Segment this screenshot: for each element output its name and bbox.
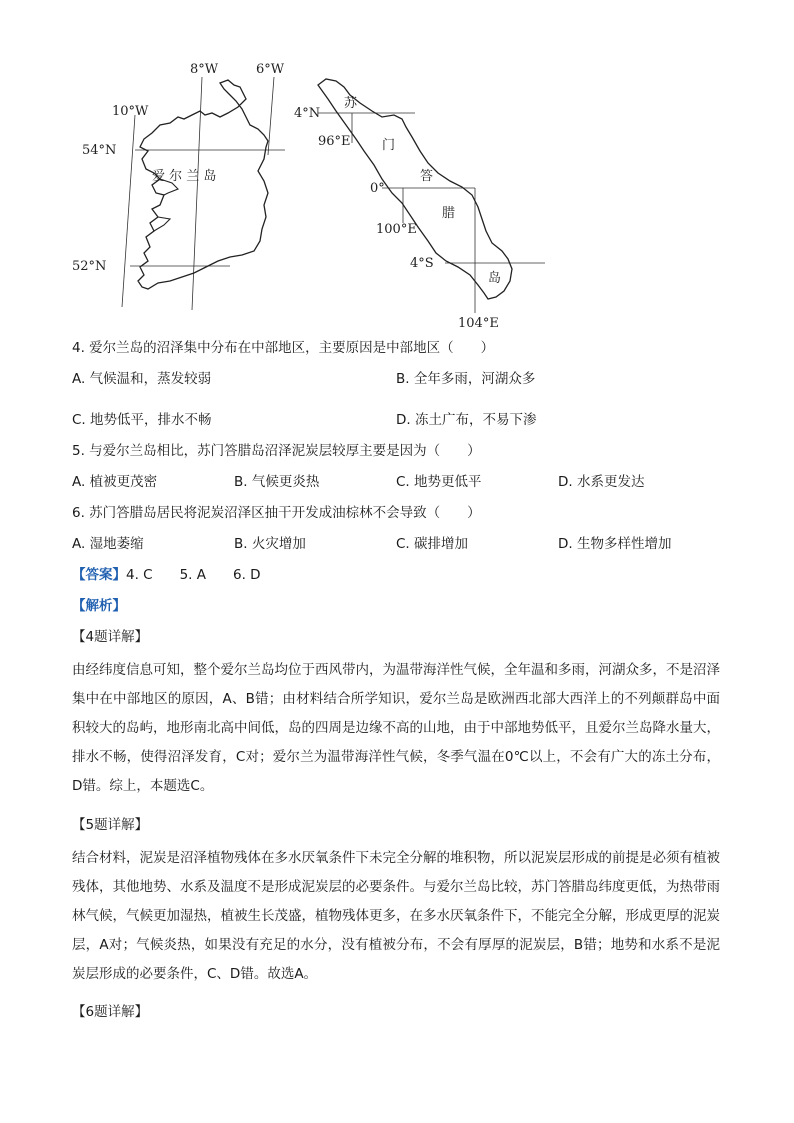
question-6-option-a: A. 湿地萎缩 — [72, 536, 144, 552]
detail-6-title: 【6题详解】 — [72, 1004, 149, 1020]
answer-label: 【答案】 — [72, 567, 126, 583]
answer-line — [72, 565, 261, 585]
question-4-option-c: C. 地势低平，排水不畅 — [72, 412, 212, 428]
detail-4-title: 【4题详解】 — [72, 629, 149, 645]
analysis-label: 【解析】 — [72, 598, 126, 614]
label-lon-104e: 104°E — [458, 316, 499, 331]
maps-figure — [60, 55, 560, 340]
detail-5-text: 结合材料，泥炭是沼泽植物残体在多水厌氧条件下未完全分解的堆积物，所以泥炭层形成的前提是必须有植被残体，其他地势、水系及温度不是形成泥炭层的必要条件。与爱尔兰岛比较，苏门答腊岛纬度更低，为热带雨林气候，气候更加湿热，植被生长茂盛，植物残体更多，在多水厌氧条件下，不能完全分解，形成更厚的泥炭层，A对；气候炎热，如果没有充足的水分，没有植被分布，不会有厚厚的泥炭层，B错；地势和水系不是泥炭层形成的必要条件，C、D错。故选A。 — [72, 850, 720, 982]
question-6-option-c: C. 碳排增加 — [396, 536, 469, 552]
label-lat-0: 0° — [370, 181, 385, 196]
label-ireland-name: 爱 尔 兰 岛 — [152, 169, 217, 184]
question-5-option-b: B. 气候更炎热 — [234, 474, 320, 490]
lon-line-6w — [268, 77, 274, 155]
label-sumatra-char-4: 腊 — [442, 206, 456, 221]
detail-4-text: 由经纬度信息可知，整个爱尔兰岛均位于西风带内，为温带海洋性气候，全年温和多雨，河湖众多，不是沼泽集中在中部地区的原因，A、B错；由材料结合所学知识，爱尔兰岛是欧洲西北部大西洋上的不列颠群岛中面积较大的岛屿，地形南北高中间低，岛的四周是边缘不高的山地，由于中部地势低平，且爱尔兰岛降水量大，排水不畅，使得沼泽发育，C对；爱尔兰为温带海洋性气候，冬季气温在0℃以上，不会有广大的冻土分布，D错。综上，本题选C。 — [72, 662, 720, 794]
label-lon-96e: 96°E — [318, 134, 351, 149]
ireland-inlet-2 — [154, 217, 170, 231]
label-sumatra-char-3: 答 — [420, 169, 434, 184]
lon-line-10w — [122, 115, 135, 307]
question-6-stem: 6. 苏门答腊岛居民将泥炭沼泽区抽干开发成油棕林不会导致（ ） — [72, 505, 481, 521]
question-4-option-a: A. 气候温和，蒸发较弱 — [72, 371, 212, 387]
label-sumatra-char-1: 苏 — [344, 96, 358, 111]
label-lon-8w: 8°W — [190, 62, 219, 77]
sumatra-map — [294, 79, 545, 331]
question-5-option-c: C. 地势更低平 — [396, 474, 482, 490]
label-sumatra-char-5: 岛 — [488, 271, 502, 286]
label-lat-4n: 4°N — [294, 106, 321, 121]
ireland-coastline — [138, 80, 268, 289]
label-lon-100e: 100°E — [376, 222, 417, 237]
label-lat-4s: 4°S — [410, 256, 434, 271]
question-5-stem: 5. 与爱尔兰岛相比，苏门答腊岛沼泽泥炭层较厚主要是因为（ ） — [72, 443, 481, 459]
question-4-option-b: B. 全年多雨，河湖众多 — [396, 371, 536, 387]
label-lat-52n: 52°N — [72, 259, 107, 274]
question-6-option-b: B. 火灾增加 — [234, 536, 306, 552]
ireland-map — [72, 62, 285, 310]
question-5-option-d: D. 水系更发达 — [558, 474, 645, 490]
question-5-option-a: A. 植被更茂密 — [72, 474, 158, 490]
answer-text: 4. C 5. A 6. D — [126, 567, 261, 583]
detail-5-title: 【5题详解】 — [72, 817, 149, 833]
question-4-stem: 4. 爱尔兰岛的沼泽集中分布在中部地区，主要原因是中部地区（ ） — [72, 340, 495, 356]
label-lat-54n: 54°N — [82, 143, 117, 158]
question-6-option-d: D. 生物多样性增加 — [558, 536, 672, 552]
label-lon-10w: 10°W — [112, 104, 149, 119]
label-lon-6w: 6°W — [256, 62, 285, 77]
question-4-option-d: D. 冻土广布，不易下渗 — [396, 412, 537, 428]
label-sumatra-char-2: 门 — [382, 138, 396, 153]
analysis-heading — [72, 596, 126, 616]
